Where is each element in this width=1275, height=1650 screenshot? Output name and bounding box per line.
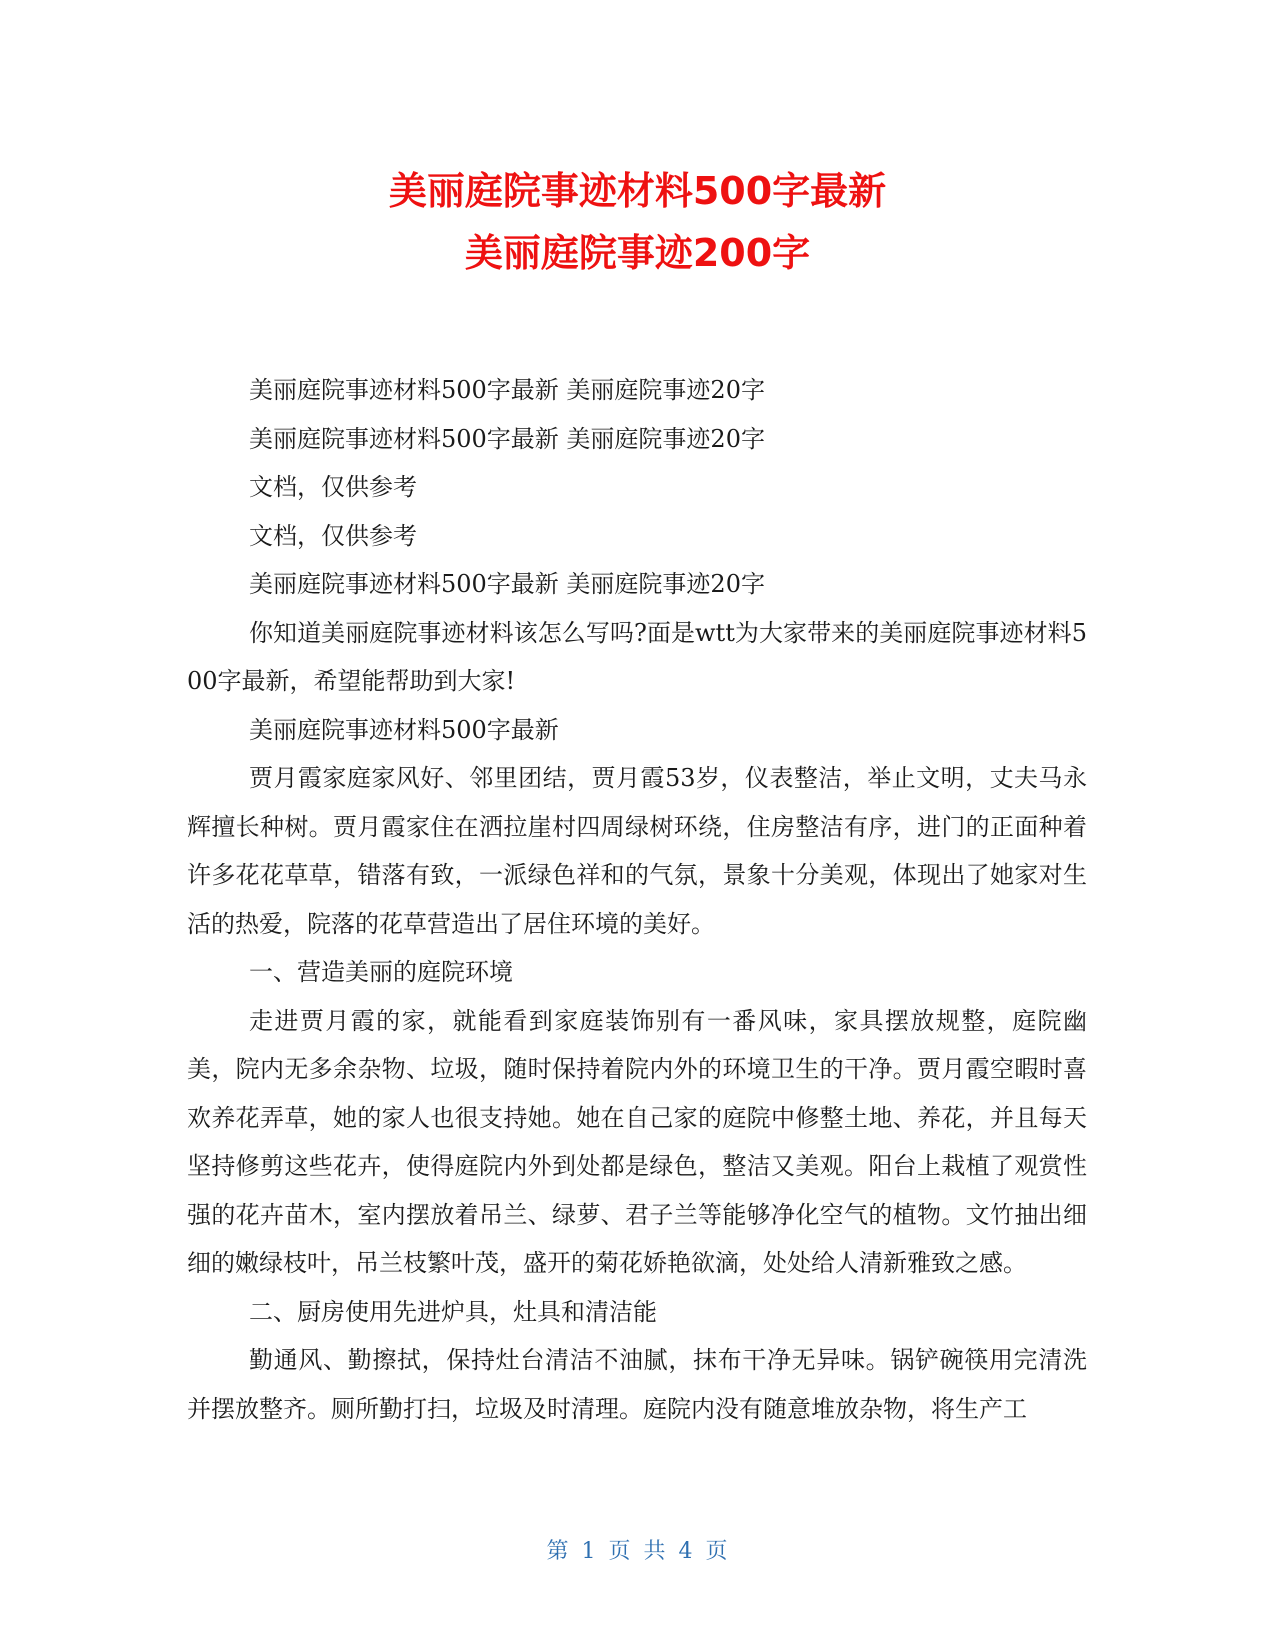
paragraph: 你知道美丽庭院事迹材料该怎么写吗?面是wtt为大家带来的美丽庭院事迹材料500字最新，希望能帮助到大家! (187, 618, 1087, 695)
paragraph: 美丽庭院事迹材料500字最新 美丽庭院事迹20字 (249, 570, 765, 598)
section-heading: 一、营造美丽的庭院环境 (249, 958, 513, 986)
document-title (0, 160, 1275, 284)
paragraph: 美丽庭院事迹材料500字最新 (249, 715, 559, 744)
document-body (187, 366, 1087, 1433)
footer-label: 第 (546, 1539, 570, 1564)
paragraph: 文档，仅供参考 (249, 473, 417, 501)
section-heading: 二、厨房使用先进炉具，灶具和清洁能 (249, 1297, 657, 1326)
footer-label: 共 (643, 1539, 667, 1564)
paragraph: 美丽庭院事迹材料500字最新 美丽庭院事迹20字 (249, 424, 765, 453)
paragraph: 美丽庭院事迹材料500字最新 美丽庭院事迹20字 (249, 376, 765, 404)
footer-label: 页 (608, 1539, 632, 1564)
paragraph: 走进贾月霞的家，就能看到家庭装饰别有一番风味，家具摆放规整，庭院幽美，院内无多余杂物、垃圾，随时保持着院内外的环境卫生的干净。贾月霞空暇时喜欢养花弄草，她的家人也很支持她。她在自己家的庭院中修整土地、养花，并且每天坚持修剪这些花卉，使得庭院内外到处都是绿色，整洁又美观。阳台上栽植了观赏性强的花卉苗木，室内摆放着吊兰、绿萝、君子兰等能够净化空气的植物。文竹抽出细细的嫩绿枝叶，吊兰枝繁叶茂，盛开的菊花娇艳欲滴，处处给人清新雅致之感。 (187, 1006, 1087, 1277)
page-footer (0, 1534, 1275, 1565)
paragraph: 贾月霞家庭家风好、邻里团结，贾月霞53岁，仪表整洁，举止文明，丈夫马永辉擅长种树。贾月霞家住在洒拉崖村四周绿树环绕，住房整洁有序，进门的正面种着许多花花草草，错落有致，一派绿色祥和的气氛，景象十分美观，体现出了她家对生活的热爱，院落的花草营造出了居住环境的美好。 (187, 764, 1087, 938)
current-page-number: 1 (581, 1539, 597, 1564)
paragraph: 文档，仅供参考 (249, 521, 417, 550)
title-line-2: 美丽庭院事迹200字 (464, 231, 811, 275)
paragraph: 勤通风、勤擦拭，保持灶台清洁不油腻，抹布干净无异味。锅铲碗筷用完清洗并摆放整齐。厕所勤打扫，垃圾及时清理。庭院内没有随意堆放杂物，将生产工 (187, 1346, 1087, 1423)
total-page-count: 4 (678, 1539, 694, 1564)
footer-label: 页 (705, 1539, 729, 1564)
title-line-1: 美丽庭院事迹材料500字最新 (388, 169, 887, 213)
